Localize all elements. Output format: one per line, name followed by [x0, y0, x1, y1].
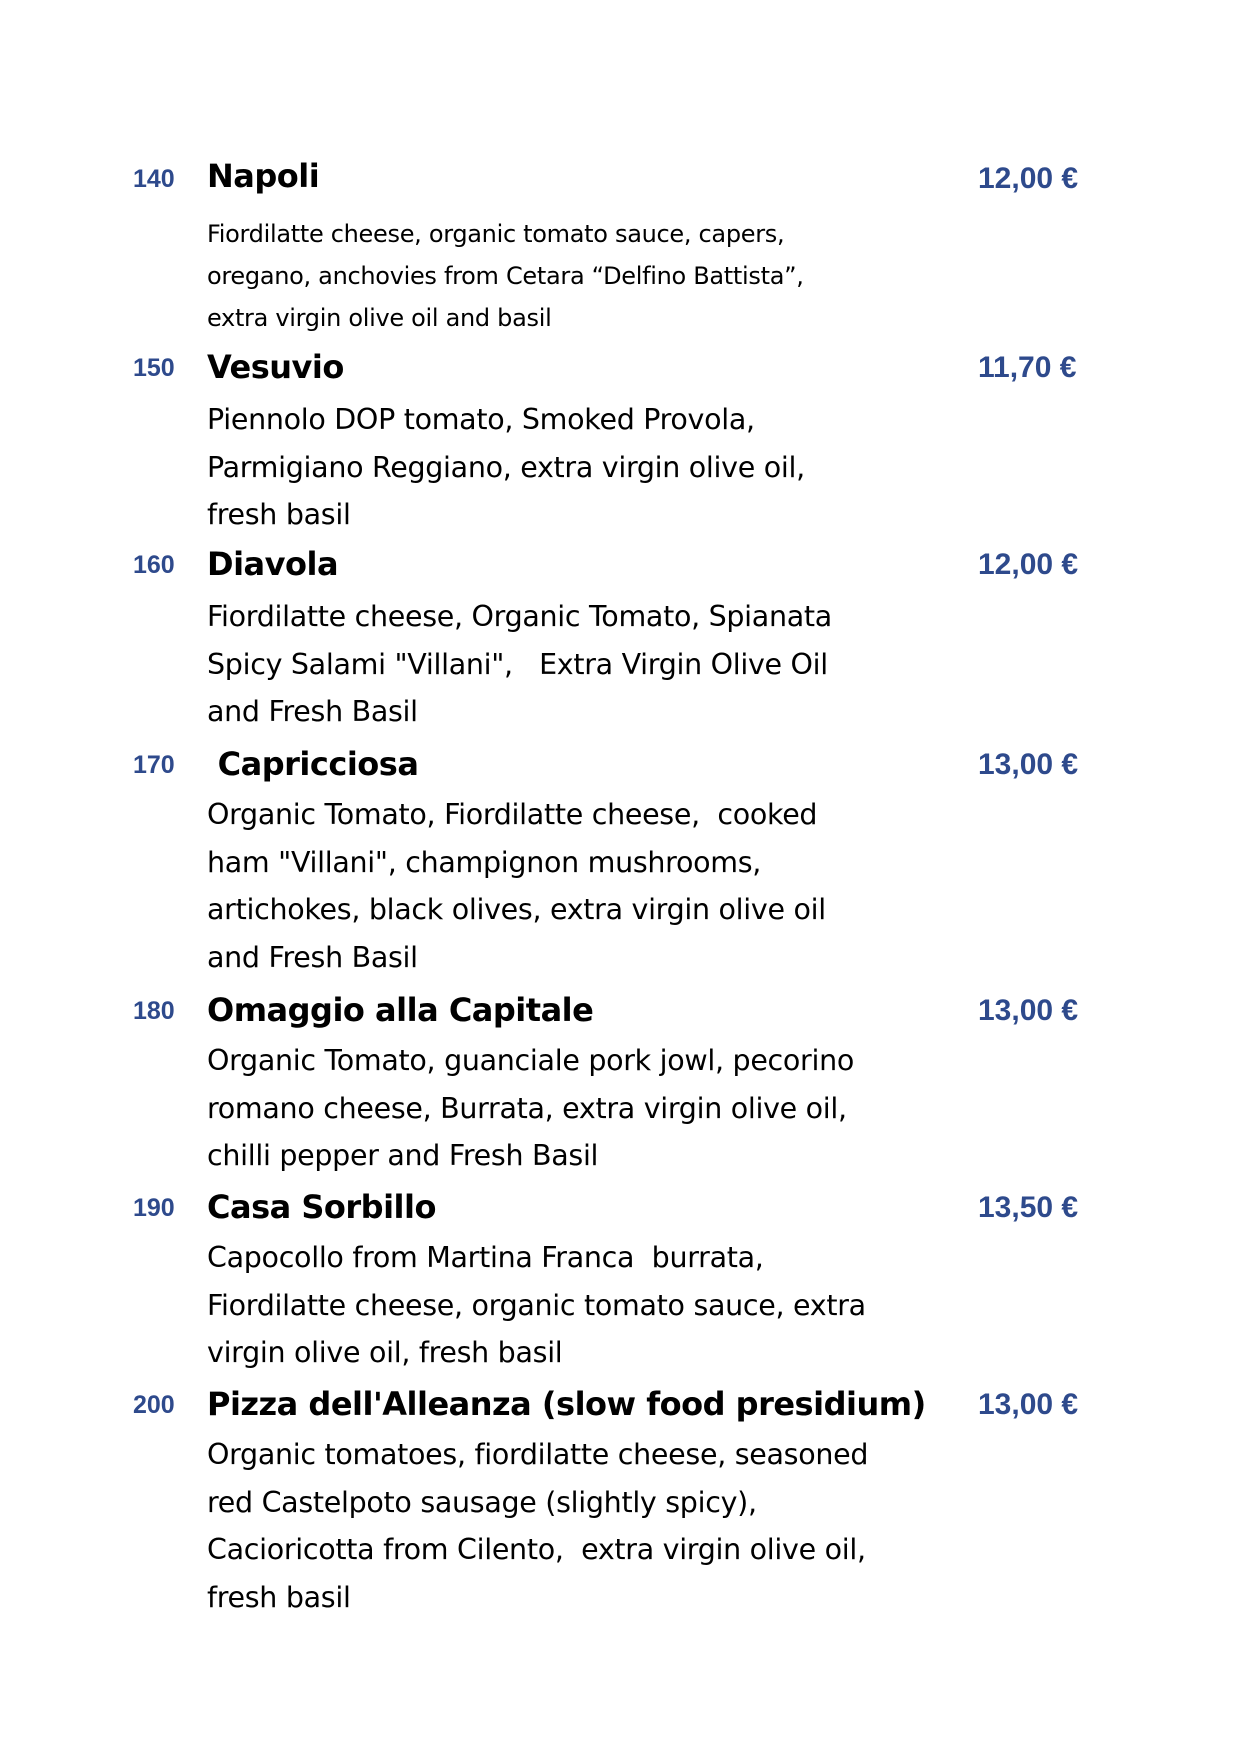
item-price: 13,00 € [978, 1388, 1079, 1421]
description-line: ham "Villani", champignon mushrooms, [207, 845, 762, 879]
description-line: fresh basil [207, 1580, 351, 1614]
item-number: 150 [133, 354, 175, 382]
item-price: 13,00 € [978, 994, 1079, 1027]
item-number: 180 [133, 997, 175, 1025]
item-description [207, 593, 967, 736]
description-line: virgin olive oil, fresh basil [207, 1336, 563, 1369]
item-description [207, 1431, 967, 1621]
description-line: Organic tomatoes, fiordilatte cheese, seasoned [207, 1438, 869, 1471]
item-description [207, 396, 967, 539]
description-line: Organic Tomato, guanciale pork jowl, pecorino [207, 1044, 854, 1077]
item-number: 190 [133, 1194, 175, 1222]
item-name: Omaggio alla Capitale [207, 991, 594, 1029]
description-line: Fiordilatte cheese, organic tomato sauce, extra [207, 1288, 866, 1322]
description-line: Piennolo DOP tomato, Smoked Provola, [207, 403, 755, 436]
item-price: 11,70 € [978, 351, 1077, 384]
description-line: Fiordilatte cheese, organic tomato sauce, capers, [207, 220, 785, 248]
description-line: Parmigiano Reggiano, extra virgin olive oil, [207, 450, 805, 484]
item-name: Pizza dell'Alleanza (slow food presidium) [207, 1385, 926, 1423]
description-line: Cacioricotta from Cilento, extra virgin olive oil, [207, 1533, 866, 1566]
item-number: 140 [133, 165, 175, 193]
item-price: 12,00 € [978, 548, 1079, 581]
item-name: Vesuvio [207, 348, 344, 386]
item-number: 200 [133, 1391, 175, 1419]
item-name: Casa Sorbillo [207, 1188, 436, 1226]
description-line: Organic Tomato, Fiordilatte cheese, cooked [207, 798, 818, 831]
item-price: 12,00 € [978, 162, 1079, 195]
description-line: Capocollo from Martina Franca burrata, [207, 1241, 764, 1274]
item-price: 13,00 € [978, 748, 1079, 781]
description-line: Fiordilatte cheese, Organic Tomato, Spianata [207, 600, 832, 633]
description-line: Spicy Salami "Villani", Extra Virgin Olive Oil [207, 647, 828, 681]
item-description [207, 1234, 967, 1377]
description-line: chilli pepper and Fresh Basil [207, 1139, 599, 1172]
item-number: 170 [133, 751, 175, 779]
description-line: artichokes, black olives, extra virgin olive oil [207, 893, 826, 926]
description-line: red Castelpoto sausage (slightly spicy), [207, 1485, 757, 1519]
description-line: and Fresh Basil [207, 940, 418, 974]
item-description [207, 1037, 967, 1180]
description-line: extra virgin olive oil and basil [207, 304, 552, 332]
item-name: Napoli [207, 157, 320, 195]
description-line: romano cheese, Burrata, extra virgin olive oil, [207, 1091, 847, 1125]
item-name: Diavola [207, 545, 339, 583]
item-name: Capricciosa [207, 745, 419, 783]
description-line: fresh basil [207, 498, 351, 531]
item-description [207, 791, 967, 981]
description-line: and Fresh Basil [207, 695, 418, 728]
item-description [207, 213, 967, 339]
item-number: 160 [133, 551, 175, 579]
item-price: 13,50 € [978, 1191, 1079, 1224]
description-line: oregano, anchovies from Cetara “Delfino Battista”, [207, 262, 804, 290]
